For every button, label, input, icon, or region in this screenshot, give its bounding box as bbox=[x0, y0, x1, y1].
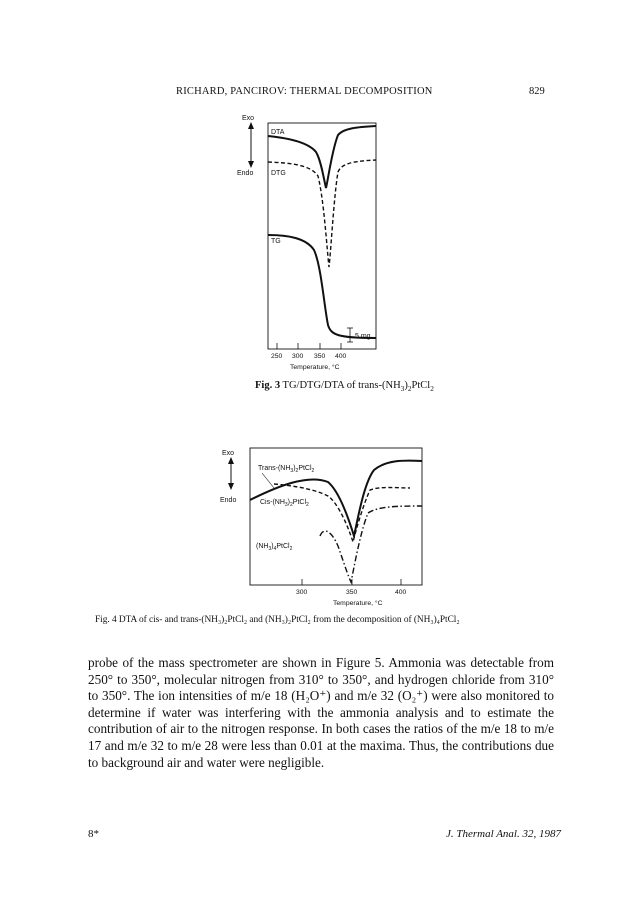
x-tick-label: 250 bbox=[271, 353, 283, 360]
endo-label: Endo bbox=[220, 497, 237, 504]
endo-arrowhead bbox=[228, 483, 234, 490]
exo-label: Exo bbox=[242, 115, 255, 122]
tetraammine-curve bbox=[320, 506, 422, 582]
exo-arrowhead bbox=[248, 122, 254, 129]
exo-label: Exo bbox=[222, 450, 235, 457]
x-tick-label: 350 bbox=[314, 353, 326, 360]
curve-label-dtg: DTG bbox=[271, 170, 286, 177]
series-label-trans: Trans-$(NH_3)_2PtCl_2$ bbox=[258, 465, 315, 474]
figure-4-caption: Fig. 4 DTA of cis- and trans-(NH₃)₂PtCl₂ and (NH₃)₂PtCl₂ from the decomposition of (NH₃)₄PtCl₂ bbox=[95, 615, 460, 625]
body-text bbox=[88, 655, 554, 771]
x-axis-label: Temperature, °C bbox=[290, 364, 340, 371]
series-label-tetraammine: $(NH_3)_4PtCl_2$ bbox=[256, 543, 293, 552]
figure-4 bbox=[220, 448, 428, 613]
x-tick-label: 300 bbox=[292, 353, 304, 360]
endo-arrowhead bbox=[248, 161, 254, 168]
label-pointer bbox=[262, 473, 274, 488]
caption-prefix: Fig. 3 bbox=[255, 380, 281, 391]
footer-signature: 8* bbox=[88, 828, 99, 840]
x-tick-label: 400 bbox=[335, 353, 347, 360]
paragraph: probe of the mass spectrometer are shown in Figure 5. Ammonia was detectable from 250° to 350°, molecular nitrogen from 310° to 350°, and hydrogen chloride from 310° to 350°. The ion intensities of m/e 18 (H₂O⁺) and m/e 32 (O₂⁺) were also monitored to determine if water was interfering with the ammonia analysis and to estimate the contribution of air to the nitrogen response. In both cases the ratios of the m/e 18 to m/e 17 and m/e 32 to m/e 28 were less than 0.01 at the maxima. Thus, the contributions due to background air and water were negligible. bbox=[88, 655, 554, 770]
cis-curve bbox=[274, 484, 410, 542]
curve-label-dta: DTA bbox=[271, 129, 285, 136]
x-ticks bbox=[277, 343, 341, 349]
journal-citation: J. Thermal Anal. 32, 1987 bbox=[446, 828, 561, 840]
exo-arrowhead bbox=[228, 457, 234, 464]
running-title: RICHARD, PANCIROV: THERMAL DECOMPOSITION bbox=[176, 86, 433, 97]
x-tick-label: 400 bbox=[395, 589, 407, 596]
curve-label-tg: TG bbox=[271, 238, 281, 245]
tg-curve bbox=[268, 235, 376, 338]
figure-3 bbox=[228, 110, 388, 372]
endo-label: Endo bbox=[237, 170, 254, 177]
scale-label: 5 mg bbox=[355, 333, 371, 340]
figure-3-caption: Fig. 3 TG/DTG/DTA of trans-$(NH_3)_2PtCl_2$ bbox=[255, 380, 434, 394]
x-tick-label: 300 bbox=[296, 589, 308, 596]
x-axis-label: Temperature, °C bbox=[333, 600, 383, 607]
page-number: 829 bbox=[529, 86, 545, 97]
series-label-cis: Cis-$(NH_3)_2PtCl_2$ bbox=[260, 499, 309, 508]
x-tick-label: 350 bbox=[346, 589, 358, 596]
